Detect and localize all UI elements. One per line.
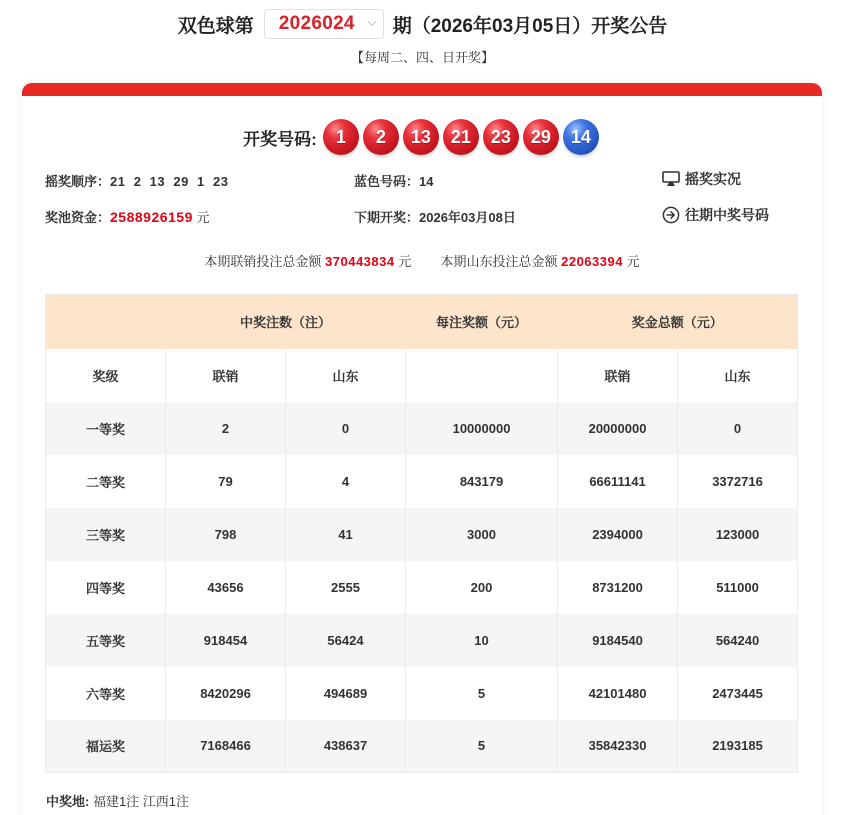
total-shandong: 123000 [678,508,798,561]
count-union: 2 [166,402,286,455]
total-shandong: 2473445 [678,667,798,720]
winning-locations-label: 中奖地: [46,794,90,809]
subheader-per-bet [406,349,558,402]
table-row [46,402,798,455]
red-ball: 29 [523,119,559,155]
jackpot-pool-value: 2588926159 [110,209,193,225]
total-shandong: 3372716 [678,455,798,508]
total-shandong: 2193185 [678,720,798,773]
jackpot-pool-unit: 元 [192,210,210,225]
count-union: 798 [166,508,286,561]
count-shandong: 438637 [286,720,406,773]
table-row [46,720,798,773]
total-shandong: 0 [678,402,798,455]
monitor-icon [662,171,680,187]
header-empty [46,295,166,349]
title-prefix: 双色球第 [177,15,254,37]
total-union: 66611141 [558,455,678,508]
total-shandong: 564240 [678,614,798,667]
header-per-bet-prize: 每注奖额（元） [406,295,558,349]
blue-number [354,171,433,190]
total-union: 20000000 [558,402,678,455]
table-row [46,614,798,667]
header-winning-count: 中奖注数（注） [166,295,406,349]
shandong-sales-unit: 元 [622,254,640,269]
table-row [46,561,798,614]
count-shandong: 0 [286,402,406,455]
total-shandong: 511000 [678,561,798,614]
prize-level: 五等奖 [46,614,166,667]
total-union: 2394000 [558,508,678,561]
blue-number-value: 14 [419,174,434,189]
per-bet-amount: 10000000 [406,402,558,455]
header-total-prize: 奖金总额（元） [558,295,798,349]
blue-number-label: 蓝色号码： [354,174,420,189]
card-accent-bar [22,83,822,96]
issue-select-value: 2026024 [278,13,355,34]
red-ball: 21 [443,119,479,155]
subheader-count-shandong: 山东 [286,349,406,402]
jackpot-pool-label: 奖池资金： [45,210,111,225]
count-union: 7168466 [166,720,286,773]
prize-table [45,294,798,773]
count-union: 918454 [166,614,286,667]
winning-numbers [22,120,822,154]
count-union: 79 [166,455,286,508]
prize-level: 一等奖 [46,402,166,455]
total-union: 9184540 [558,614,678,667]
count-shandong: 56424 [286,614,406,667]
winning-locations [46,791,189,810]
per-bet-amount: 10 [406,614,558,667]
prize-level: 六等奖 [46,667,166,720]
count-shandong: 494689 [286,667,406,720]
count-union: 8420296 [166,667,286,720]
per-bet-amount: 5 [406,667,558,720]
title-suffix: 期（2026年03月05日）开奖公告 [392,15,668,37]
draw-schedule: 【每周二、四、日开奖】 [350,50,494,65]
history-numbers-link[interactable] [662,205,769,225]
count-shandong: 2555 [286,561,406,614]
union-sales-unit: 元 [394,254,412,269]
next-draw-value: 2026年03月08日 [419,210,516,225]
draw-order-value: 21 2 13 29 1 23 [110,174,229,189]
live-draw-label: 摇奖实况 [685,171,741,187]
count-union: 43656 [166,561,286,614]
shandong-sales-label: 本期山东投注总金额 [440,254,562,269]
live-draw-link[interactable] [662,169,741,189]
red-ball: 1 [323,119,359,155]
sales-summary [22,251,822,270]
jackpot-pool [45,207,210,226]
page-title [0,6,845,42]
winning-locations-value: 福建1注 江西1注 [89,794,190,809]
union-sales-label: 本期联销投注总金额 [204,254,326,269]
shandong-sales-value: 22063394 [561,254,623,269]
table-row [46,455,798,508]
per-bet-amount: 843179 [406,455,558,508]
red-ball: 23 [483,119,519,155]
total-union: 8731200 [558,561,678,614]
prize-level: 三等奖 [46,508,166,561]
table-sub-header [46,349,798,402]
prize-level: 福运奖 [46,720,166,773]
chevron-down-icon [367,18,375,26]
count-shandong: 41 [286,508,406,561]
next-draw [354,207,516,226]
red-ball: 13 [403,119,439,155]
prize-level: 二等奖 [46,455,166,508]
subheader-level: 奖级 [46,349,166,402]
next-draw-label: 下期开奖： [354,210,420,225]
per-bet-amount: 200 [406,561,558,614]
subheader-total-shandong: 山东 [678,349,798,402]
table-row [46,508,798,561]
total-union: 42101480 [558,667,678,720]
winning-numbers-label: 开奖号码: [243,129,317,149]
draw-order [45,171,228,190]
draw-order-label: 摇奖顺序： [45,174,111,189]
total-union: 35842330 [558,720,678,773]
red-ball: 2 [363,119,399,155]
arrow-circle-right-icon [662,206,680,224]
table-group-header [46,295,798,349]
history-numbers-label: 往期中奖号码 [685,207,769,223]
blue-ball: 14 [563,119,599,155]
per-bet-amount: 5 [406,720,558,773]
issue-select[interactable] [264,9,384,39]
prize-level: 四等奖 [46,561,166,614]
count-shandong: 4 [286,455,406,508]
subheader-total-union: 联销 [558,349,678,402]
table-row [46,667,798,720]
union-sales-value: 370443834 [325,254,395,269]
per-bet-amount: 3000 [406,508,558,561]
subheader-count-union: 联销 [166,349,286,402]
result-card [22,83,822,815]
